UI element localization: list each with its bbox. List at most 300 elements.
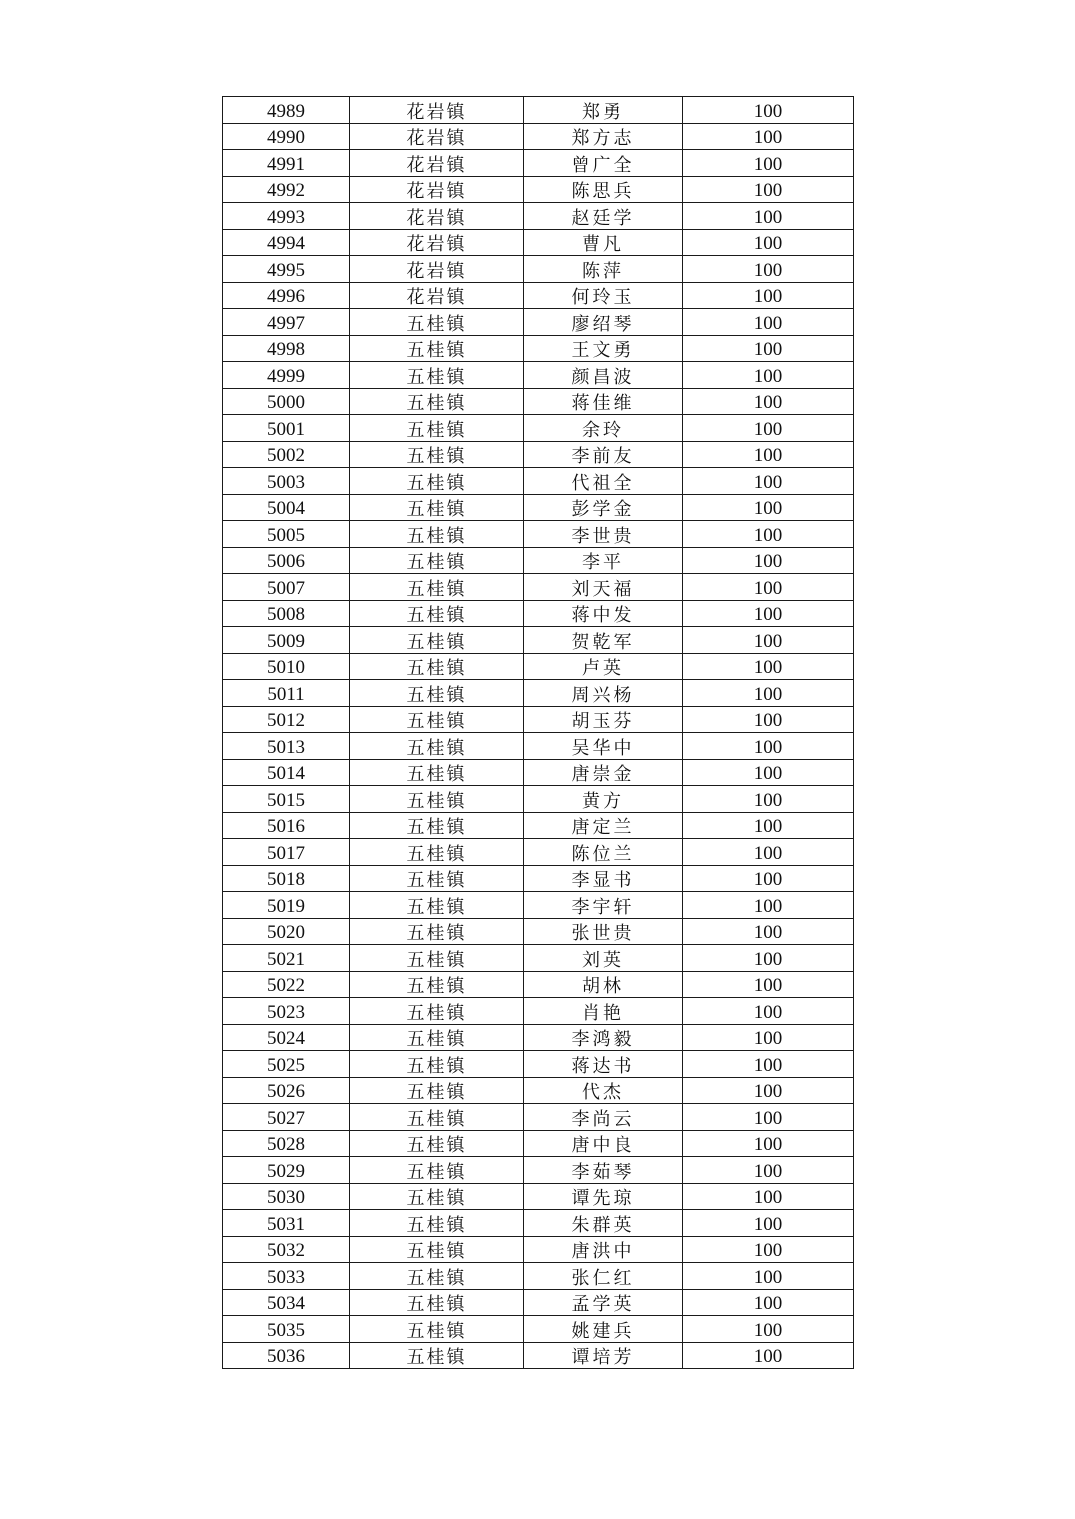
town-cell-text: 五桂镇: [406, 1320, 467, 1341]
town-cell-text: 五桂镇: [406, 605, 467, 626]
town-cell-text: 五桂镇: [406, 313, 467, 334]
row-number-cell: [223, 176, 350, 203]
amount-cell: [683, 282, 854, 309]
amount-cell: [683, 309, 854, 336]
name-cell: [524, 706, 683, 733]
name-cell: [524, 998, 683, 1025]
amount-cell-text: 100: [753, 153, 783, 175]
row-number-cell-text: 5009: [267, 630, 305, 652]
town-cell: [350, 1210, 524, 1237]
town-cell-text: 五桂镇: [406, 711, 467, 732]
town-cell-text: 五桂镇: [406, 631, 467, 652]
name-cell-text: 李鸿毅: [571, 1029, 635, 1050]
name-cell-text: 张仁红: [571, 1267, 635, 1288]
town-cell: [350, 627, 524, 654]
name-cell-text: 李前友: [571, 446, 635, 467]
name-cell-text: 胡林: [582, 976, 624, 997]
row-number-cell: [223, 998, 350, 1025]
table-row: [223, 97, 854, 124]
row-number-cell: [223, 1289, 350, 1316]
name-cell: [524, 1316, 683, 1343]
table-row: [223, 600, 854, 627]
row-number-cell-text: 5006: [267, 551, 305, 573]
table-row: [223, 865, 854, 892]
table-row: [223, 574, 854, 601]
name-cell: [524, 468, 683, 495]
table-row: [223, 653, 854, 680]
town-cell: [350, 468, 524, 495]
town-cell-text: 五桂镇: [406, 790, 467, 811]
name-cell: [524, 1157, 683, 1184]
town-cell-text: 花岩镇: [406, 260, 467, 281]
table-row: [223, 176, 854, 203]
name-cell: [524, 1104, 683, 1131]
row-number-cell: [223, 547, 350, 574]
town-cell: [350, 1263, 524, 1290]
name-cell-text: 孟学英: [571, 1294, 635, 1315]
row-number-cell: [223, 1316, 350, 1343]
name-cell: [524, 282, 683, 309]
table-row: [223, 229, 854, 256]
row-number-cell: [223, 786, 350, 813]
row-number-cell: [223, 521, 350, 548]
table-row: [223, 812, 854, 839]
table-row: [223, 1077, 854, 1104]
name-cell-text: 卢英: [582, 658, 624, 679]
table-row: [223, 415, 854, 442]
town-cell: [350, 653, 524, 680]
amount-cell-text: 100: [753, 710, 783, 732]
town-cell-text: 五桂镇: [406, 949, 467, 970]
amount-cell: [683, 176, 854, 203]
row-number-cell-text: 5034: [267, 1293, 305, 1315]
town-cell: [350, 600, 524, 627]
town-cell-text: 花岩镇: [406, 101, 467, 122]
row-number-cell: [223, 97, 350, 124]
town-cell-text: 五桂镇: [406, 1267, 467, 1288]
town-cell-text: 五桂镇: [406, 578, 467, 599]
row-number-cell: [223, 415, 350, 442]
name-cell: [524, 1236, 683, 1263]
amount-cell-text: 100: [753, 1054, 783, 1076]
row-number-cell: [223, 971, 350, 998]
name-cell-text: 余玲: [582, 419, 624, 440]
row-number-cell: [223, 150, 350, 177]
roster-table: [222, 96, 854, 1369]
town-cell: [350, 1289, 524, 1316]
row-number-cell: [223, 1104, 350, 1131]
row-number-cell: [223, 203, 350, 230]
row-number-cell: [223, 441, 350, 468]
amount-cell: [683, 1316, 854, 1343]
amount-cell: [683, 918, 854, 945]
table-row: [223, 1024, 854, 1051]
town-cell: [350, 282, 524, 309]
name-cell: [524, 600, 683, 627]
town-cell: [350, 256, 524, 283]
name-cell: [524, 865, 683, 892]
name-cell-text: 谭先琼: [571, 1188, 635, 1209]
town-cell-text: 五桂镇: [406, 870, 467, 891]
row-number-cell-text: 5014: [267, 763, 305, 785]
name-cell-text: 刘英: [582, 949, 624, 970]
amount-cell: [683, 1077, 854, 1104]
town-cell: [350, 229, 524, 256]
name-cell: [524, 627, 683, 654]
amount-cell: [683, 1130, 854, 1157]
table-row: [223, 521, 854, 548]
town-cell: [350, 680, 524, 707]
row-number-cell-text: 5025: [267, 1054, 305, 1076]
amount-cell-text: 100: [753, 286, 783, 308]
amount-cell-text: 100: [753, 392, 783, 414]
amount-cell-text: 100: [753, 1081, 783, 1103]
town-cell-text: 五桂镇: [406, 764, 467, 785]
row-number-cell-text: 5002: [267, 445, 305, 467]
name-cell-text: 李平: [582, 552, 624, 573]
table-row: [223, 1130, 854, 1157]
amount-cell: [683, 521, 854, 548]
amount-cell-text: 100: [753, 206, 783, 228]
amount-cell: [683, 680, 854, 707]
table-row: [223, 547, 854, 574]
town-cell: [350, 441, 524, 468]
amount-cell-text: 100: [753, 1346, 783, 1368]
amount-cell-text: 100: [753, 1266, 783, 1288]
row-number-cell: [223, 759, 350, 786]
amount-cell: [683, 600, 854, 627]
town-cell: [350, 1183, 524, 1210]
name-cell-text: 赵廷学: [571, 207, 635, 228]
row-number-cell-text: 4993: [267, 206, 305, 228]
town-cell-text: 五桂镇: [406, 366, 467, 387]
name-cell-text: 陈萍: [582, 260, 624, 281]
row-number-cell: [223, 680, 350, 707]
amount-cell: [683, 388, 854, 415]
table-row: [223, 468, 854, 495]
row-number-cell: [223, 309, 350, 336]
row-number-cell-text: 4995: [267, 259, 305, 281]
name-cell: [524, 1183, 683, 1210]
name-cell: [524, 1051, 683, 1078]
amount-cell-text: 100: [753, 975, 783, 997]
town-cell-text: 五桂镇: [406, 446, 467, 467]
row-number-cell: [223, 918, 350, 945]
town-cell: [350, 839, 524, 866]
row-number-cell: [223, 600, 350, 627]
table-row: [223, 706, 854, 733]
amount-cell: [683, 786, 854, 813]
row-number-cell-text: 5013: [267, 736, 305, 758]
row-number-cell: [223, 653, 350, 680]
row-number-cell: [223, 1236, 350, 1263]
amount-cell: [683, 865, 854, 892]
town-cell-text: 五桂镇: [406, 658, 467, 679]
amount-cell-text: 100: [753, 1240, 783, 1262]
row-number-cell-text: 5015: [267, 789, 305, 811]
amount-cell-text: 100: [753, 233, 783, 255]
amount-cell-text: 100: [753, 1187, 783, 1209]
row-number-cell: [223, 812, 350, 839]
name-cell-text: 刘天福: [571, 578, 635, 599]
town-cell-text: 五桂镇: [406, 1294, 467, 1315]
amount-cell: [683, 1157, 854, 1184]
amount-cell: [683, 415, 854, 442]
name-cell: [524, 494, 683, 521]
town-cell-text: 五桂镇: [406, 1241, 467, 1262]
amount-cell: [683, 547, 854, 574]
row-number-cell-text: 5022: [267, 975, 305, 997]
table-row: [223, 1263, 854, 1290]
name-cell: [524, 653, 683, 680]
name-cell-text: 肖艳: [582, 1002, 624, 1023]
town-cell-text: 五桂镇: [406, 1002, 467, 1023]
name-cell: [524, 362, 683, 389]
row-number-cell: [223, 1077, 350, 1104]
town-cell: [350, 892, 524, 919]
amount-cell: [683, 1183, 854, 1210]
amount-cell-text: 100: [753, 1160, 783, 1182]
name-cell: [524, 203, 683, 230]
amount-cell: [683, 1210, 854, 1237]
town-cell: [350, 388, 524, 415]
name-cell: [524, 574, 683, 601]
name-cell: [524, 786, 683, 813]
town-cell-text: 花岩镇: [406, 207, 467, 228]
town-cell: [350, 574, 524, 601]
name-cell: [524, 945, 683, 972]
name-cell-text: 张世贵: [571, 923, 635, 944]
name-cell-text: 蒋中发: [571, 605, 635, 626]
name-cell-text: 唐崇金: [571, 764, 635, 785]
town-cell: [350, 1316, 524, 1343]
town-cell: [350, 1130, 524, 1157]
roster-table-body: [223, 97, 854, 1369]
row-number-cell: [223, 1342, 350, 1369]
name-cell-text: 陈思兵: [571, 181, 635, 202]
name-cell: [524, 759, 683, 786]
name-cell: [524, 309, 683, 336]
amount-cell-text: 100: [753, 365, 783, 387]
row-number-cell-text: 5028: [267, 1134, 305, 1156]
name-cell-text: 周兴杨: [571, 684, 635, 705]
name-cell-text: 王文勇: [571, 340, 635, 361]
town-cell: [350, 1024, 524, 1051]
town-cell: [350, 547, 524, 574]
amount-cell: [683, 1342, 854, 1369]
name-cell: [524, 892, 683, 919]
row-number-cell-text: 4999: [267, 365, 305, 387]
table-row: [223, 494, 854, 521]
town-cell-text: 五桂镇: [406, 499, 467, 520]
row-number-cell-text: 4998: [267, 339, 305, 361]
row-number-cell: [223, 706, 350, 733]
amount-cell-text: 100: [753, 763, 783, 785]
row-number-cell-text: 5007: [267, 577, 305, 599]
name-cell-text: 姚建兵: [571, 1320, 635, 1341]
name-cell-text: 彭学金: [571, 499, 635, 520]
name-cell-text: 唐定兰: [571, 817, 635, 838]
town-cell-text: 五桂镇: [406, 896, 467, 917]
row-number-cell-text: 5019: [267, 895, 305, 917]
town-cell-text: 五桂镇: [406, 1347, 467, 1368]
amount-cell-text: 100: [753, 1213, 783, 1235]
row-number-cell-text: 5004: [267, 498, 305, 520]
name-cell-text: 黄方: [582, 790, 624, 811]
town-cell-text: 五桂镇: [406, 472, 467, 493]
row-number-cell: [223, 1130, 350, 1157]
row-number-cell: [223, 335, 350, 362]
name-cell: [524, 839, 683, 866]
name-cell-text: 贺乾军: [571, 631, 635, 652]
amount-cell-text: 100: [753, 657, 783, 679]
row-number-cell-text: 5005: [267, 524, 305, 546]
amount-cell: [683, 1236, 854, 1263]
amount-cell-text: 100: [753, 922, 783, 944]
name-cell-text: 吴华中: [571, 737, 635, 758]
row-number-cell: [223, 256, 350, 283]
name-cell: [524, 335, 683, 362]
row-number-cell-text: 5021: [267, 948, 305, 970]
name-cell-text: 李世贵: [571, 525, 635, 546]
town-cell-text: 五桂镇: [406, 1188, 467, 1209]
row-number-cell: [223, 945, 350, 972]
amount-cell-text: 100: [753, 630, 783, 652]
amount-cell-text: 100: [753, 524, 783, 546]
row-number-cell-text: 4989: [267, 100, 305, 122]
amount-cell: [683, 229, 854, 256]
table-row: [223, 203, 854, 230]
table-row: [223, 1210, 854, 1237]
name-cell: [524, 971, 683, 998]
row-number-cell: [223, 839, 350, 866]
town-cell-text: 花岩镇: [406, 154, 467, 175]
row-number-cell-text: 4992: [267, 180, 305, 202]
town-cell-text: 五桂镇: [406, 340, 467, 361]
town-cell: [350, 123, 524, 150]
name-cell-text: 胡玉芬: [571, 711, 635, 732]
table-row: [223, 892, 854, 919]
town-cell: [350, 865, 524, 892]
name-cell-text: 颜昌波: [571, 366, 635, 387]
row-number-cell-text: 5023: [267, 1001, 305, 1023]
row-number-cell-text: 5033: [267, 1266, 305, 1288]
amount-cell-text: 100: [753, 471, 783, 493]
town-cell: [350, 733, 524, 760]
name-cell: [524, 150, 683, 177]
town-cell-text: 五桂镇: [406, 1135, 467, 1156]
amount-cell-text: 100: [753, 1134, 783, 1156]
town-cell: [350, 971, 524, 998]
table-row: [223, 945, 854, 972]
amount-cell-text: 100: [753, 736, 783, 758]
row-number-cell-text: 4997: [267, 312, 305, 334]
row-number-cell-text: 5011: [267, 683, 305, 705]
table-row: [223, 1051, 854, 1078]
row-number-cell: [223, 627, 350, 654]
table-row: [223, 1289, 854, 1316]
table-row: [223, 918, 854, 945]
table-row: [223, 971, 854, 998]
amount-cell-text: 100: [753, 1028, 783, 1050]
row-number-cell-text: 4996: [267, 286, 305, 308]
town-cell-text: 五桂镇: [406, 1214, 467, 1235]
amount-cell: [683, 653, 854, 680]
row-number-cell-text: 5024: [267, 1028, 305, 1050]
table-row: [223, 282, 854, 309]
row-number-cell-text: 5010: [267, 657, 305, 679]
name-cell-text: 唐洪中: [571, 1241, 635, 1262]
amount-cell-text: 100: [753, 551, 783, 573]
amount-cell: [683, 441, 854, 468]
row-number-cell-text: 5012: [267, 710, 305, 732]
amount-cell: [683, 574, 854, 601]
table-row: [223, 733, 854, 760]
name-cell: [524, 1342, 683, 1369]
amount-cell-text: 100: [753, 895, 783, 917]
table-row: [223, 150, 854, 177]
name-cell: [524, 1210, 683, 1237]
table-row: [223, 998, 854, 1025]
table-row: [223, 441, 854, 468]
name-cell-text: 何玲玉: [571, 287, 635, 308]
table-row: [223, 335, 854, 362]
amount-cell-text: 100: [753, 418, 783, 440]
row-number-cell-text: 5030: [267, 1187, 305, 1209]
amount-cell-text: 100: [753, 1001, 783, 1023]
town-cell-text: 五桂镇: [406, 552, 467, 573]
row-number-cell-text: 5026: [267, 1081, 305, 1103]
name-cell: [524, 918, 683, 945]
amount-cell-text: 100: [753, 445, 783, 467]
name-cell-text: 廖绍琴: [571, 313, 635, 334]
amount-cell: [683, 892, 854, 919]
name-cell-text: 李宇轩: [571, 896, 635, 917]
amount-cell: [683, 706, 854, 733]
row-number-cell-text: 5035: [267, 1319, 305, 1341]
name-cell-text: 蒋达书: [571, 1055, 635, 1076]
name-cell: [524, 1024, 683, 1051]
amount-cell-text: 100: [753, 869, 783, 891]
name-cell: [524, 97, 683, 124]
town-cell-text: 五桂镇: [406, 1082, 467, 1103]
amount-cell: [683, 839, 854, 866]
name-cell: [524, 229, 683, 256]
amount-cell-text: 100: [753, 789, 783, 811]
row-number-cell: [223, 1183, 350, 1210]
row-number-cell-text: 5027: [267, 1107, 305, 1129]
name-cell: [524, 415, 683, 442]
name-cell: [524, 441, 683, 468]
town-cell-text: 五桂镇: [406, 1029, 467, 1050]
table-row: [223, 362, 854, 389]
town-cell: [350, 918, 524, 945]
amount-cell: [683, 1051, 854, 1078]
row-number-cell: [223, 865, 350, 892]
amount-cell: [683, 1024, 854, 1051]
name-cell-text: 曹凡: [582, 234, 624, 255]
town-cell: [350, 1342, 524, 1369]
amount-cell-text: 100: [753, 180, 783, 202]
town-cell: [350, 415, 524, 442]
name-cell-text: 李尚云: [571, 1108, 635, 1129]
name-cell: [524, 1077, 683, 1104]
amount-cell: [683, 998, 854, 1025]
town-cell-text: 五桂镇: [406, 976, 467, 997]
name-cell: [524, 256, 683, 283]
town-cell: [350, 945, 524, 972]
row-number-cell-text: 5018: [267, 869, 305, 891]
